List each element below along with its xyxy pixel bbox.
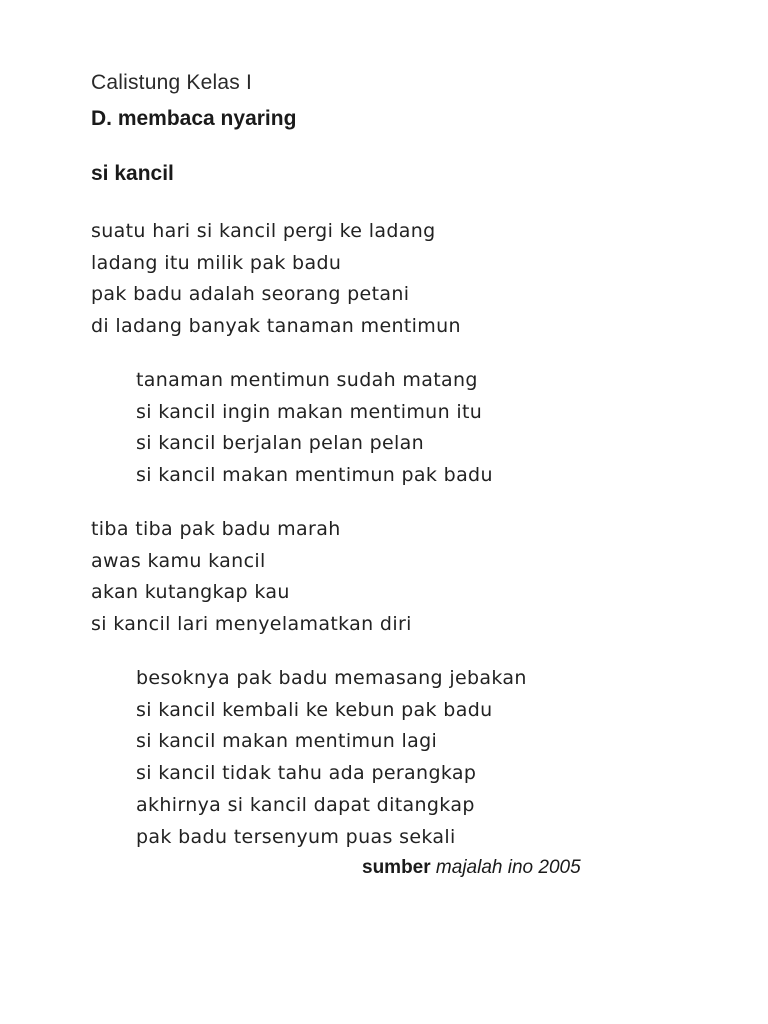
stanza-4 bbox=[136, 663, 527, 853]
poem-line: pak badu tersenyum puas sekali bbox=[136, 825, 456, 848]
source-label: sumber bbox=[362, 857, 431, 878]
poem-line: besoknya pak badu memasang jebakan bbox=[136, 667, 527, 689]
poem-line: suatu hari si kancil pergi ke ladang bbox=[91, 220, 436, 242]
poem-line: ladang itu milik pak badu bbox=[91, 251, 342, 274]
poem-line: si kancil lari menyelamatkan diri bbox=[91, 613, 412, 636]
poem-line: si kancil kembali ke kebun pak badu bbox=[136, 698, 493, 721]
story-title: si kancil bbox=[91, 162, 174, 185]
poem-line: si kancil makan mentimun lagi bbox=[136, 730, 438, 753]
stanza-2 bbox=[136, 365, 493, 492]
poem-line: si kancil ingin makan mentimun itu bbox=[136, 400, 483, 423]
source-citation bbox=[362, 857, 581, 879]
source-reference: majalah ino 2005 bbox=[435, 857, 581, 878]
section-heading: D. membaca nyaring bbox=[91, 107, 297, 130]
poem-line: akhirnya si kancil dapat ditangkap bbox=[136, 793, 475, 816]
poem-line: si kancil tidak tahu ada perangkap bbox=[136, 762, 477, 785]
poem-line: si kancil makan mentimun pak badu bbox=[136, 464, 493, 487]
poem-line: si kancil berjalan pelan pelan bbox=[136, 432, 425, 455]
stanza-1 bbox=[91, 216, 461, 343]
poem-line: tiba tiba pak badu marah bbox=[91, 518, 341, 540]
poem-line: pak badu adalah seorang petani bbox=[91, 283, 410, 306]
poem-line: tanaman mentimun sudah matang bbox=[136, 369, 478, 391]
poem-line: di ladang banyak tanaman mentimun bbox=[91, 315, 461, 338]
poem-line: akan kutangkap kau bbox=[91, 581, 290, 604]
stanza-3 bbox=[91, 514, 412, 641]
poem-line: awas kamu kancil bbox=[91, 549, 266, 572]
course-title: Calistung Kelas I bbox=[91, 71, 252, 94]
